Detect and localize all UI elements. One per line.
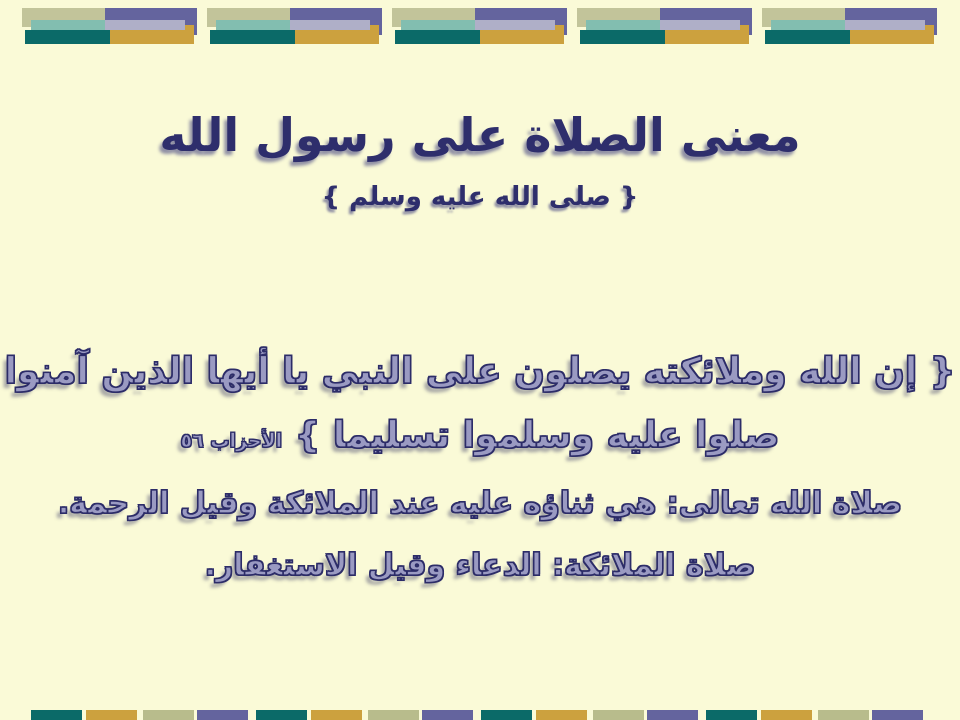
border-segment-sage [368, 710, 419, 720]
verse-line-2 [0, 404, 960, 473]
title-honorific: { صلى الله عليه وسلم } [321, 182, 639, 212]
border-segment-sage [593, 710, 644, 720]
border-segment-gold [761, 710, 812, 720]
dark-teal-block [25, 30, 110, 44]
ribbon-capsule [207, 8, 382, 44]
border-segment-purple [422, 710, 473, 720]
ribbon-capsule [577, 8, 752, 44]
lavender-bar [475, 20, 555, 30]
verse-reference: الأحزاب ٥٦ [180, 430, 283, 452]
body-text-block [0, 340, 960, 597]
slide-title: معنى الصلاة على رسول الله [159, 108, 801, 162]
border-segment-teal [31, 710, 82, 720]
definition-angels-salah: صلاة الملائكة: الدعاء وقيل الاستغفار. [204, 548, 756, 583]
border-segment-purple [647, 710, 698, 720]
border-segment-sage [143, 710, 194, 720]
dark-teal-block [765, 30, 850, 44]
lavender-bar [845, 20, 925, 30]
top-decorative-border [22, 8, 937, 44]
bottom-decorative-border [31, 710, 931, 720]
ribbon-capsule [392, 8, 567, 44]
border-segment-gold [536, 710, 587, 720]
verse-line-1: { إن الله وملائكته يصلون على النبي يا أيها الذين آمنوا [4, 351, 956, 392]
ribbon-capsule [762, 8, 937, 44]
border-segment-sage [818, 710, 869, 720]
verse-line-2-text: صلوا عليه وسلموا تسليما } [294, 415, 780, 456]
dark-teal-block [580, 30, 665, 44]
dark-teal-block [395, 30, 480, 44]
definition-allah-salah: صلاة الله تعالى: هي ثناؤه عليه عند الملائكة وقيل الرحمة. [57, 486, 903, 521]
border-segment-gold [86, 710, 137, 720]
border-segment-teal [706, 710, 757, 720]
title-block [0, 96, 960, 220]
border-segment-purple [197, 710, 248, 720]
lavender-bar [290, 20, 370, 30]
border-segment-teal [481, 710, 532, 720]
lavender-bar [660, 20, 740, 30]
ribbon-capsule [22, 8, 197, 44]
border-segment-gold [311, 710, 362, 720]
dark-teal-block [210, 30, 295, 44]
lavender-bar [105, 20, 185, 30]
border-segment-teal [256, 710, 307, 720]
border-segment-purple [872, 710, 923, 720]
